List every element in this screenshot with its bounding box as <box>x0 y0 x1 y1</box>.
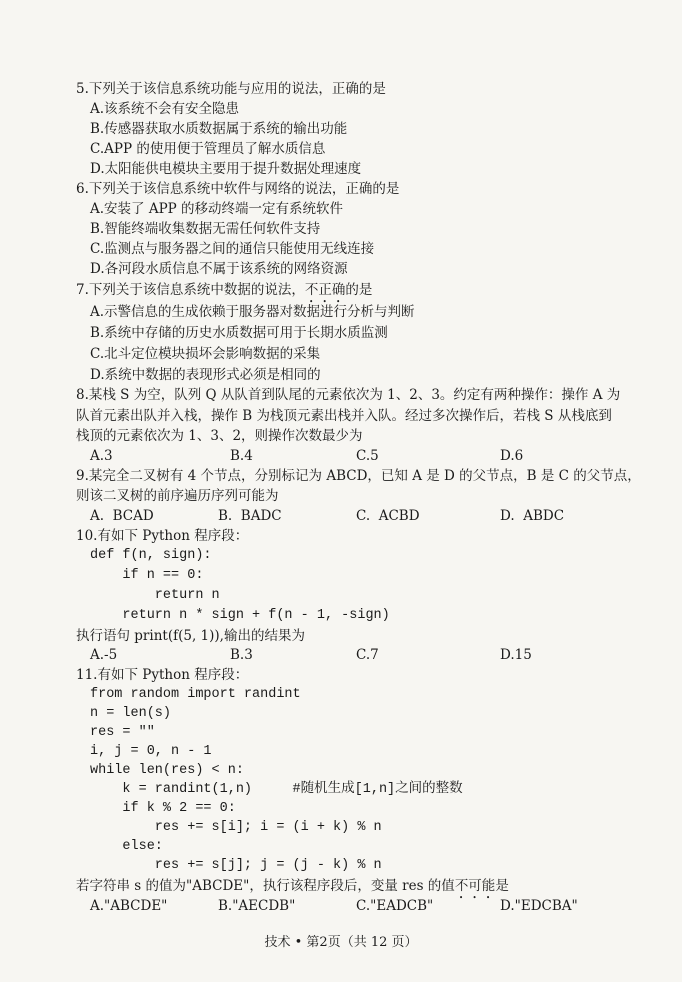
q11-option-d: D."EDCBA" <box>500 898 578 914</box>
q7-option-d: D.系统中数据的表现形式必须是相同的 <box>90 367 321 383</box>
q11-code-line-10: res += s[j]; j = (j - k) % n <box>90 858 382 873</box>
q9-stem-line-1: 9.某完全二叉树有 4 个节点，分别标记为 ABCD，已知 A 是 D 的父节点，B 是 C 的父节点， <box>76 468 641 484</box>
q8-option-a: A.3 <box>90 448 113 464</box>
q8-stem-line-1: 8.某栈 S 为空，队列 Q 从队首到队尾的元素依次为 1、2、3。约定有两种操作：操作 A 为 <box>76 387 621 403</box>
q10-code-line-4: return n * sign + f(n - 1, -sign) <box>90 608 390 623</box>
q11-prompt-pre: 若字符串 s 的值为"ABCDE"，执行该程序段后，变量 res 的值 <box>76 878 455 894</box>
q11-code-line-6: k = randint(1,n) #随机生成[1,n]之间的整数 <box>90 782 463 797</box>
q10-option-a: A.-5 <box>90 647 118 663</box>
q11-code-line-1: from random import randint <box>90 687 301 702</box>
q7-stem-post: 的是 <box>345 282 373 298</box>
q6-option-c: C.监测点与服务器之间的通信只能使用无线连接 <box>90 241 375 257</box>
q6-option-a: A.安装了 APP 的移动终端一定有系统软件 <box>90 201 344 217</box>
q11-code-line-2: n = len(s) <box>90 706 172 721</box>
q9-option-b: B. BADC <box>218 508 282 524</box>
q10-option-b: B.3 <box>230 647 253 663</box>
q11-stem: 11.有如下 Python 程序段： <box>76 667 249 683</box>
q9-option-d: D. ABDC <box>500 508 565 524</box>
q10-code-line-2: if n == 0: <box>90 568 204 583</box>
q10-option-d: D.15 <box>500 647 532 663</box>
q6-stem: 6.下列关于该信息系统中软件与网络的说法，正确的是 <box>76 181 400 197</box>
q5-option-a: A.该系统不会有安全隐患 <box>90 101 240 117</box>
q11-code-line-5: while len(res) < n: <box>90 763 244 778</box>
q9-option-a: A. BCAD <box>90 508 154 524</box>
q7-stem-emphasis: 不正确 <box>304 282 346 298</box>
q10-prompt: 执行语句 print(f(5, 1)),输出的结果为 <box>76 628 305 644</box>
q9-stem-line-2: 则该二叉树的前序遍历序列可能为 <box>76 488 279 504</box>
q7-stem-pre: 7.下列关于该信息系统中数据的说法， <box>76 282 305 298</box>
q11-code-line-7: if k % 2 == 0: <box>90 801 236 816</box>
q11-code-line-4: i, j = 0, n - 1 <box>90 744 212 759</box>
q8-option-b: B.4 <box>230 448 253 464</box>
q11-option-a: A."ABCDE" <box>90 898 168 914</box>
q5-option-b: B.传感器获取水质数据属于系统的输出功能 <box>90 121 348 137</box>
q5-stem: 5.下列关于该信息系统功能与应用的说法，正确的是 <box>76 81 386 97</box>
q8-option-c: C.5 <box>356 448 379 464</box>
q11-option-b: B."AECDB" <box>218 898 296 914</box>
page-footer: 技术 • 第2页（共 12 页） <box>264 935 418 950</box>
q5-option-d: D.太阳能供电模块主要用于提升数据处理速度 <box>90 161 362 177</box>
q5-option-c: C.APP 的使用便于管理员了解水质信息 <box>90 141 326 157</box>
q10-code-line-1: def f(n, sign): <box>90 548 212 563</box>
q11-code-line-3: res = "" <box>90 725 155 740</box>
q10-option-c: C.7 <box>356 647 379 663</box>
q11-prompt-post: 是 <box>495 878 509 894</box>
q11-prompt-emphasis: 不可能 <box>454 878 496 894</box>
q11-code-line-8: res += s[i]; i = (i + k) % n <box>90 820 382 835</box>
q10-stem: 10.有如下 Python 程序段： <box>76 528 249 544</box>
q11-code-line-9: else: <box>90 839 163 854</box>
q6-option-d: D.各河段水质信息不属于该系统的网络资源 <box>90 261 348 277</box>
q7-option-c: C.北斗定位模块损坏会影响数据的采集 <box>90 346 321 362</box>
q8-option-d: D.6 <box>500 448 524 464</box>
q8-stem-line-3: 栈顶的元素依次为 1、3、2，则操作次数最少为 <box>76 428 363 444</box>
q11-option-c: C."EADCB" <box>356 898 434 914</box>
q6-option-b: B.智能终端收集数据无需任何软件支持 <box>90 221 321 237</box>
q8-stem-line-2: 队首元素出队并入栈，操作 B 为栈顶元素出栈并入队。经过多次操作后，若栈 S 从栈底到 <box>76 408 612 424</box>
q10-code-line-3: return n <box>90 588 220 603</box>
q7-option-a: A.示警信息的生成依赖于服务器对数据进行分析与判断 <box>90 304 415 320</box>
q7-option-b: B.系统中存储的历史水质数据可用于长期水质监测 <box>90 325 388 341</box>
q9-option-c: C. ACBD <box>356 508 420 524</box>
